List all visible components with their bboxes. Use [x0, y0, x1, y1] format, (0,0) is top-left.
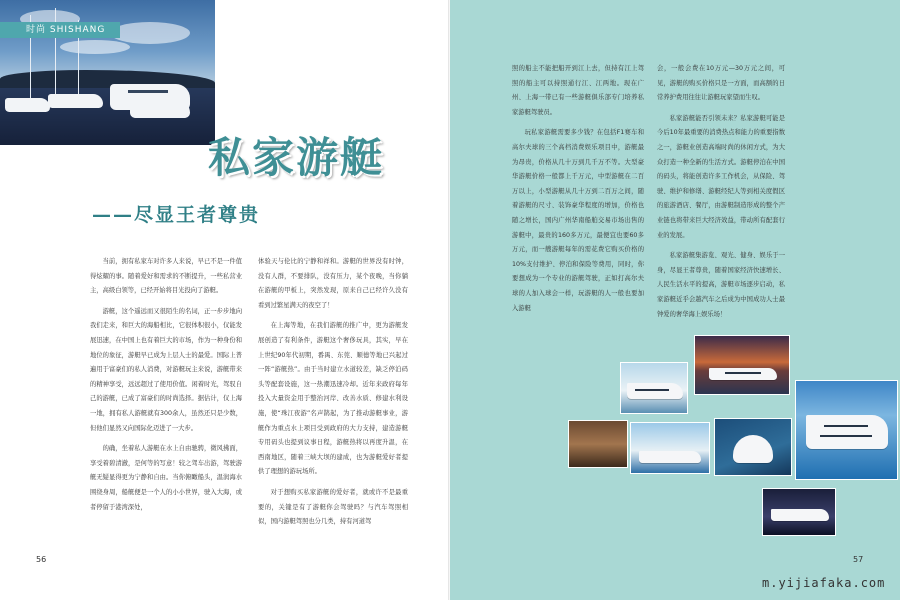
- left-column-1: [90, 255, 242, 521]
- title-block: [208, 125, 428, 181]
- right-column-2: [657, 62, 785, 328]
- yacht-cruising-photo: [795, 380, 898, 480]
- watermark-text: m.yijiafaka.com: [762, 576, 886, 590]
- yacht-sunset-photo: [694, 335, 790, 395]
- yacht-night-photo: [762, 488, 836, 536]
- paragraph: 照的船主不能把船开到江上去，但持有江上驾照的船主可以持照通行江、江两地。现在广州、上海一带已有一些游艇俱乐部专门培养私家游艇驾驶员。: [512, 65, 644, 116]
- yacht-harbor-photo: [630, 422, 710, 474]
- paragraph: 对于想购买私家游艇的爱好者，就或许不是最重要的，关键是有了游艇你会驾驶吗？与汽车驾照相似，国内游艇驾照也分几类，持有河道驾: [258, 488, 408, 526]
- header-whitespace: [215, 0, 450, 145]
- page-subtitle: ——尽显王者尊贵: [92, 204, 261, 226]
- paragraph: 会，一般会费在10万元—30万元之间，可见，游艇的购买价格只是一方面，而高额的日常养护费用往往让游艇玩家望而生叹。: [657, 65, 785, 102]
- section-tag: 时尚 SHISHANG: [0, 22, 120, 38]
- page-number-right: 57: [853, 555, 864, 564]
- paragraph: 当前，拥有私家车对许多人来说，早已不是一件值得炫耀的事。随着爱好和需求的不断提升，一些私营业主，高级白领等，已经开始将目光投向了游艇。: [90, 258, 242, 295]
- yacht-white-photo: [620, 362, 688, 414]
- paragraph: 游艇，这个遥远而又很陌生的名词，正一步步地向我们走来，和巨大的海船相比，它很体积很小，仅能发展迅速，在中国上也有着巨大的市场，作为一种身份和地位的象征，游艇早已成为上层人士的最爱。国际上普遍用于富豪们的私人消费，对游艇玩主来说，游艇带来的精神享受，远远超过了使用价值。闲着时光，驾驭自己的游艇，已成了富豪们的时尚选择。据估计，仅上海一地，拥有私人游艇就有300余人，虽然还只是少数，但他们显然又向国际化迈进了一大步。: [90, 307, 242, 432]
- paragraph: 玩私家游艇需要多少钱？在包括F1赛车和高尔夫球的三个高档消费娱乐项目中，游艇最为昂贵，价格从几十万到几千万不等。大型豪华游艇价格一般都上千万元，中型游艇在二百万以上，小型游艇从几十万到二百万之间，随着游艇的尺寸、装饰豪华程度的增加，价格也随之增长，国内广州华南船舶交易市场出售的游艇中，最贵的160多万元，最便宜也要60多万元，而一艘游艇每年的需花费它购买价格的10%支付维护、停泊和保险等费用，同时，你要想成为一个专业的游艇驾驶，正如打高尔夫球的人加入球会一样，玩游艇的人一般也要加入游艇: [512, 129, 644, 312]
- paragraph: 私家游艇集游览、观光、健身、娱乐于一身，尽显王者尊贵，随着国家经济快速增长、人民生活水平的提高，游艇市场逐步启动，私家游艇近乎会越汽车之后成为中国成功人士最钟爱的奢华海上娱乐场！: [657, 252, 785, 318]
- paragraph: 在上海等地，在我们游艇的推广中，更为游艇发展创造了有利条件，游艇这个奢侈玩具，其实，早在上世纪90年代初期，番禺、东莞、顺德等地已兴起过一阵“游艇热”。由于当时建立水道较差，缺乏停泊码头等配套设施，这一热潮迅速冷却。近年来政府每年投入大量资金用于整治河岸、改善水质、修建水利设施，使“珠江夜游”名声鹊起，为了推动游艇事业，游艇作为重点水上项目受到政府的大力支持，建造游艇专用码头也提到议事日程，游艇热将以再度升温，在西南地区，随着三峡大坝的建成，也为游艇爱好者提供了理想的游玩场所。: [258, 322, 408, 476]
- left-column-2: [258, 255, 408, 536]
- yacht-aerial-photo: [714, 418, 792, 476]
- paragraph: 私家游艇能否引领未来？私家游艇可能是今后10年最重要的消费热点和能力的重要指数之一，游艇业创造高端时尚的休闲方式，为大众打造一种全新的生活方式。游艇停泊在中国的码头，将能创造许多工作机会，从保险、驾驶、维护和修缮、游艇经纪人等到相关度假区的旅游酒店、餐厅，由游艇制造形成的整个产业链也将带来巨大经济效益，带动所有配套行业的发展。: [657, 114, 785, 239]
- paragraph: 的确，坐着私人游艇在水上自由驰骋，微风拂面，享受着碧清澈，是何等的写意！较之驾车出游，驾驶游艇无疑显得更为宁静和自由。当你俯瞰船头，温润海水围绕身周，船艇便是一个人的小小世界，驶入大海，或者停留于港湾深处，: [90, 445, 242, 511]
- right-column-1: [512, 62, 644, 322]
- page-title: 私家游艇: [208, 133, 385, 182]
- yacht-interior-photo: [568, 420, 628, 468]
- page-number-left: 56: [36, 555, 47, 564]
- paragraph: 体验天与伦比的宁静和祥和。游艇的世界没有时钟，没有人群，不要排队，没有压力，某个夜晚，当你躺在游艇的甲板上，突然发现，原来自己已经许久没有看到过繁星满天的夜空了！: [258, 258, 408, 309]
